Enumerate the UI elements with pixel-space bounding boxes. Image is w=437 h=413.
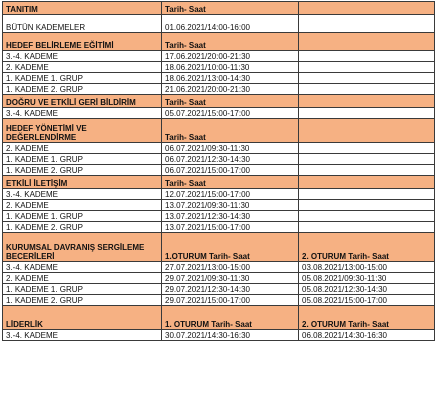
section-header-row <box>3 233 435 262</box>
table-row <box>3 15 435 33</box>
group-cell: 3.-4. KADEME <box>3 51 162 62</box>
date-cell: 05.08.2021/12:30-14:30 <box>299 284 435 295</box>
empty-cell <box>299 51 435 62</box>
table-row <box>3 295 435 306</box>
table-row <box>3 165 435 176</box>
date-cell: 05.07.2021/15:00-17:00 <box>162 108 299 119</box>
table-row <box>3 143 435 154</box>
empty-cell <box>299 189 435 200</box>
table-row <box>3 73 435 84</box>
date-cell: 18.06.2021/13:00-14:30 <box>162 73 299 84</box>
group-cell: 2. KADEME <box>3 62 162 73</box>
empty-cell <box>299 15 435 33</box>
column-header-empty <box>299 2 435 15</box>
section-title: LİDERLİK <box>3 306 162 330</box>
group-cell: 2. KADEME <box>3 200 162 211</box>
group-cell: BÜTÜN KADEMELER <box>3 15 162 33</box>
table-row <box>3 273 435 284</box>
date-cell: 29.07.2021/12:30-14:30 <box>162 284 299 295</box>
group-cell: 1. KADEME 1. GRUP <box>3 211 162 222</box>
section-title: KURUMSAL DAVRANIŞ SERGİLEME BECERİLERİ <box>3 233 162 262</box>
empty-cell <box>299 108 435 119</box>
empty-cell <box>299 73 435 84</box>
table-row <box>3 154 435 165</box>
column-header-empty <box>299 33 435 51</box>
table-row <box>3 108 435 119</box>
date-cell: 30.07.2021/14:30-16:30 <box>162 330 299 341</box>
group-cell: 1. KADEME 1. GRUP <box>3 284 162 295</box>
group-cell: 3.-4. KADEME <box>3 189 162 200</box>
table-row <box>3 51 435 62</box>
column-header-empty <box>299 95 435 108</box>
section-header-row <box>3 33 435 51</box>
section-header-row <box>3 95 435 108</box>
section-header-row <box>3 306 435 330</box>
date-cell: 05.08.2021/15:00-17:00 <box>299 295 435 306</box>
section-title: TANITIM <box>3 2 162 15</box>
group-cell: 3.-4. KADEME <box>3 108 162 119</box>
empty-cell <box>299 143 435 154</box>
table-row <box>3 262 435 273</box>
table-row <box>3 222 435 233</box>
column-header: Tarih- Saat <box>162 33 299 51</box>
empty-cell <box>299 165 435 176</box>
date-cell: 06.07.2021/15:00-17:00 <box>162 165 299 176</box>
empty-cell <box>299 211 435 222</box>
empty-cell <box>299 62 435 73</box>
group-cell: 1. KADEME 2. GRUP <box>3 295 162 306</box>
date-cell: 06.07.2021/12:30-14:30 <box>162 154 299 165</box>
column-header: Tarih- Saat <box>162 176 299 189</box>
date-cell: 13.07.2021/09:30-11:30 <box>162 200 299 211</box>
section-title: HEDEF BELİRLEME EĞİTİMİ <box>3 33 162 51</box>
group-cell: 2. KADEME <box>3 143 162 154</box>
column-header: 2. OTURUM Tarih- Saat <box>299 233 435 262</box>
section-header-row <box>3 176 435 189</box>
table-row <box>3 84 435 95</box>
empty-cell <box>299 154 435 165</box>
section-title: ETKİLİ İLETİŞİM <box>3 176 162 189</box>
column-header: 2. OTURUM Tarih- Saat <box>299 306 435 330</box>
column-header-empty <box>299 176 435 189</box>
group-cell: 1. KADEME 1. GRUP <box>3 154 162 165</box>
group-cell: 2. KADEME <box>3 273 162 284</box>
empty-cell <box>299 222 435 233</box>
date-cell: 13.07.2021/12:30-14:30 <box>162 211 299 222</box>
table-row <box>3 189 435 200</box>
date-cell: 17.06.2021/20:00-21:30 <box>162 51 299 62</box>
section-header-row <box>3 119 435 143</box>
date-cell: 18.06.2021/10:00-11:30 <box>162 62 299 73</box>
date-cell: 06.08.2021/14:30-16:30 <box>299 330 435 341</box>
table-row <box>3 62 435 73</box>
column-header-empty <box>299 119 435 143</box>
table-row <box>3 284 435 295</box>
date-cell: 29.07.2021/15:00-17:00 <box>162 295 299 306</box>
date-cell: 06.07.2021/09:30-11:30 <box>162 143 299 154</box>
section-title: DOĞRU VE ETKİLİ GERİ BİLDİRİM <box>3 95 162 108</box>
date-cell: 05.08.2021/09:30-11:30 <box>299 273 435 284</box>
date-cell: 13.07.2021/15:00-17:00 <box>162 222 299 233</box>
table-row <box>3 211 435 222</box>
table-row <box>3 330 435 341</box>
column-header: Tarih- Saat <box>162 2 299 15</box>
column-header: Tarih- Saat <box>162 119 299 143</box>
section-header-row <box>3 2 435 15</box>
group-cell: 1. KADEME 1. GRUP <box>3 73 162 84</box>
schedule-table <box>2 1 435 341</box>
date-cell: 29.07.2021/09:30-11:30 <box>162 273 299 284</box>
table-row <box>3 200 435 211</box>
group-cell: 1. KADEME 2. GRUP <box>3 165 162 176</box>
empty-cell <box>299 84 435 95</box>
date-cell: 21.06.2021/20:00-21:30 <box>162 84 299 95</box>
date-cell: 12.07.2021/15:00-17:00 <box>162 189 299 200</box>
section-title: HEDEF YÖNETİMİ VE DEĞERLENDİRME <box>3 119 162 143</box>
group-cell: 1. KADEME 2. GRUP <box>3 84 162 95</box>
column-header: 1. OTURUM Tarih- Saat <box>162 306 299 330</box>
empty-cell <box>299 200 435 211</box>
date-cell: 03.08.2021/13:00-15:00 <box>299 262 435 273</box>
group-cell: 1. KADEME 2. GRUP <box>3 222 162 233</box>
column-header: 1.OTURUM Tarih- Saat <box>162 233 299 262</box>
column-header: Tarih- Saat <box>162 95 299 108</box>
group-cell: 3.-4. KADEME <box>3 262 162 273</box>
date-cell: 27.07.2021/13:00-15:00 <box>162 262 299 273</box>
group-cell: 3.-4. KADEME <box>3 330 162 341</box>
date-cell: 01.06.2021/14:00-16:00 <box>162 15 299 33</box>
